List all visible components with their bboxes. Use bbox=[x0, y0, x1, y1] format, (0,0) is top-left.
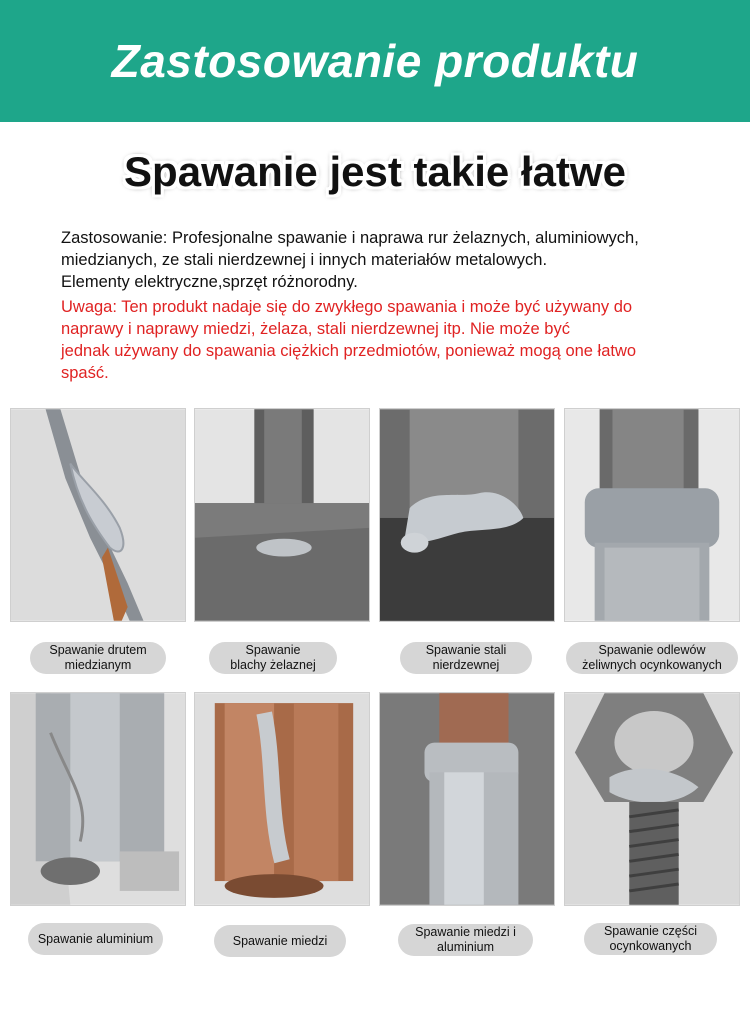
warning-line: Uwaga: Ten produkt nadaje się do zwykłego spawania i może być używany do bbox=[61, 298, 633, 316]
caption-galvanized-cast-iron bbox=[566, 642, 738, 674]
caption-line: Spawanie aluminium bbox=[37, 931, 154, 946]
caption-line: Spawanie stali bbox=[425, 643, 507, 657]
caption-iron-sheet bbox=[209, 642, 337, 674]
description-text bbox=[61, 227, 721, 293]
caption-line: miedzianym bbox=[64, 658, 132, 672]
caption-line: Spawanie miedzi bbox=[232, 933, 328, 948]
caption-line: Spawanie drutem bbox=[49, 643, 147, 657]
caption-line: nierdzewnej bbox=[432, 658, 500, 672]
copper-aluminium-weld-photo bbox=[379, 692, 555, 906]
copper-wire-weld-photo bbox=[10, 408, 186, 622]
galvanized-parts-weld-photo bbox=[564, 692, 740, 906]
iron-sheet-weld-photo bbox=[194, 408, 370, 622]
caption-line: żeliwnych ocynkowanych bbox=[582, 658, 722, 672]
caption-line: ocynkowanych bbox=[609, 939, 692, 953]
caption-line: Spawanie miedzi i bbox=[415, 925, 516, 939]
caption-galvanized-parts bbox=[584, 923, 717, 955]
stainless-steel-weld-photo bbox=[379, 408, 555, 622]
page-title: Zastosowanie produktu bbox=[111, 35, 639, 87]
description-line: miedzianych, ze stali nierdzewnej i innych materiałów metalowych. bbox=[61, 251, 548, 269]
caption-line: aluminium bbox=[437, 940, 494, 954]
warning-line: naprawy i naprawy miedzi, żelaza, stali nierdzewnej itp. Nie może być bbox=[61, 320, 570, 338]
warning-line: jednak używany do spawania ciężkich przedmiotów, ponieważ mogą one łatwo bbox=[61, 342, 637, 360]
caption-copper-aluminium bbox=[398, 924, 533, 956]
description-line: Elementy elektryczne,sprzęt różnorodny. bbox=[61, 273, 358, 291]
header-banner bbox=[0, 0, 750, 122]
copper-weld-photo bbox=[194, 692, 370, 906]
caption-line: Spawanie odlewów bbox=[598, 643, 706, 657]
warning-text bbox=[61, 296, 721, 384]
caption-copper-wire bbox=[30, 642, 166, 674]
aluminium-weld-photo bbox=[10, 692, 186, 906]
caption-copper bbox=[214, 925, 346, 957]
warning-line: spaść. bbox=[61, 364, 109, 382]
headline: Spawanie jest takie łatwe bbox=[124, 148, 626, 195]
caption-line: Spawanie części bbox=[603, 924, 698, 938]
galvanized-cast-iron-weld-photo bbox=[564, 408, 740, 622]
caption-line: blachy żelaznej bbox=[230, 658, 316, 672]
caption-stainless-steel bbox=[400, 642, 532, 674]
description-line: Zastosowanie: Profesjonalne spawanie i naprawa rur żelaznych, aluminiowych, bbox=[61, 229, 639, 247]
caption-aluminium bbox=[28, 923, 163, 955]
caption-line: Spawanie bbox=[245, 643, 301, 657]
